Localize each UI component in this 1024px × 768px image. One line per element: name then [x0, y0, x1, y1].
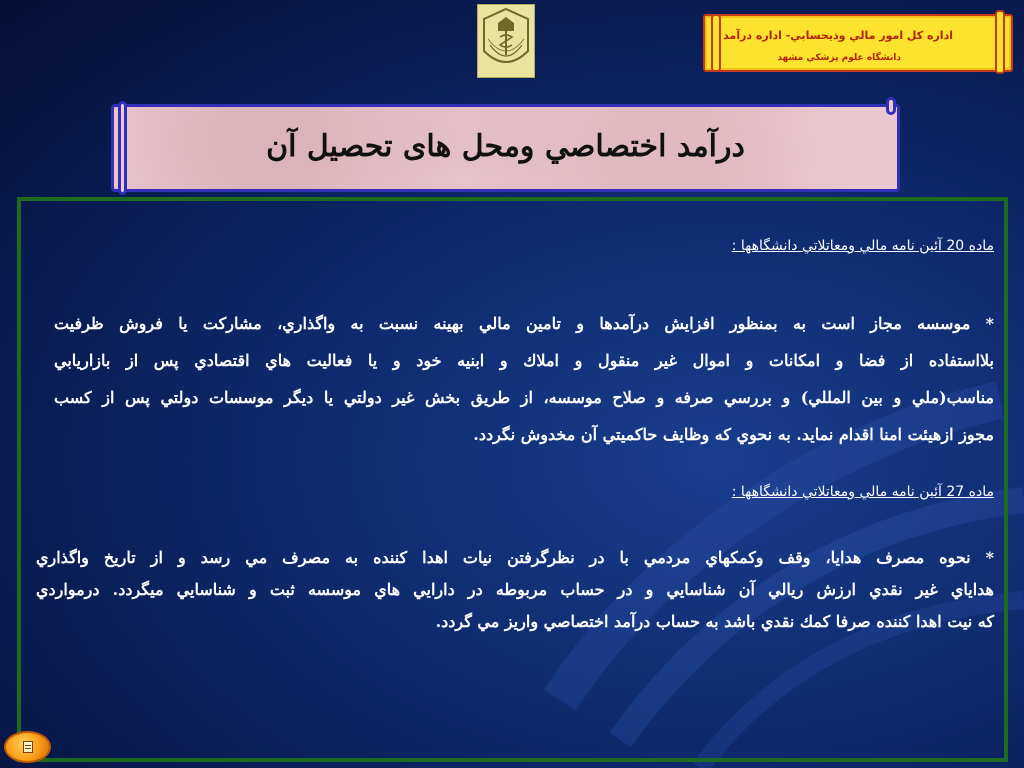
content-frame	[17, 197, 1008, 762]
scroll-roll-right	[886, 97, 896, 115]
university-logo	[477, 4, 535, 78]
paragraph-line: هداياي غير نقدي ارزش ريالي آن شناسايي و در حساب مربوطه در دارايي هاي موسسه ثبت و شناسايي ميگردد. درمواردي	[36, 580, 994, 599]
section-heading-article-20: ماده 20 آئين نامه مالي ومعاتلاتي دانشگاهها :	[731, 238, 994, 254]
page-title: درآمد اختصاصي ومحل های تحصيل آن	[266, 129, 745, 164]
paragraph-line: * موسسه مجاز است به بمنظور افزايش درآمدها و تامين مالي بهينه نسبت به واگذاري، مشاركت يا فروش ظرفيت	[54, 314, 995, 333]
paragraph-line: كه نيت اهدا كننده صرفا كمك نقدي باشد به حساب درآمد اختصاصي واريز مي گردد.	[435, 612, 994, 631]
paragraph-line: مناسب(ملي و بين المللي) و بررسي صرفه و صلاح موسسه، از طريق بخش غير دولتي يا ديگر موسسات دولتي پس از كسب	[54, 388, 994, 407]
header-department-text: اداره كل امور مالي وذيحسابي- اداره درآمد	[723, 29, 953, 42]
section-heading-article-27: ماده 27 آئين نامه مالي ومعاتلاتي دانشگاهها :	[731, 484, 994, 500]
university-emblem-icon	[478, 5, 534, 77]
paragraph-line: مجوز ازهيئت امنا اقدام نمايد. به نحوي كه وظايف حاكميتي آن مخدوش نگردد.	[473, 425, 994, 444]
header-university-text: دانشگاه علوم پزشكي مشهد	[777, 53, 901, 63]
slide-nav-button[interactable]	[4, 731, 51, 763]
paragraph-line: * نحوه مصرف هدايا، وقف وكمكهاي مردمي با در نظرگرفتن نيات اهدا كننده به مصرف مي رسد و از تاريخ واگذاري	[36, 548, 994, 567]
article-20-paragraph	[54, 305, 994, 453]
header-banner	[703, 14, 1013, 72]
paragraph-line: بلااستفاده از فضا و امكانات و اموال غير منقول و املاك و ابنيه خود و يا فعاليت هاي اقتصادي پس از بازاريابي	[54, 351, 994, 370]
article-27-paragraph	[36, 542, 994, 638]
title-banner	[111, 104, 900, 192]
document-nav-icon	[23, 741, 33, 753]
